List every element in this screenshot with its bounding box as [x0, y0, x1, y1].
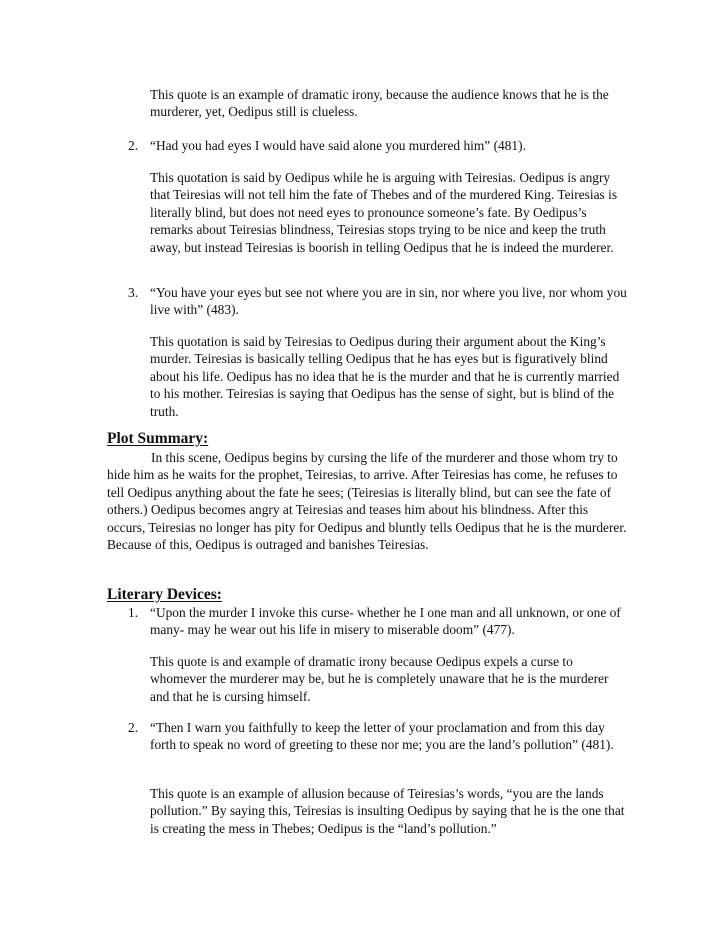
quote-2-number: 2. [128, 138, 139, 153]
quote-2-text: “Had you had eyes I would have said alone you murdered him” (481). [150, 138, 526, 153]
device-2-analysis: This quote is an example of allusion because of Teiresias’s words, “you are the lands pollution.” By saying this, Teiresias is insulting Oedipus by saying that he is the one that is creating the mess in Thebes; Oedipus is the “land’s pollution.” [150, 786, 625, 836]
plot-summary-text: In this scene, Oedipus begins by cursing the life of the murderer and those whom try to hide him as he waits for the prophet, Teiresias, to arrive. After Teiresias has come, he refuses to tell Oedipus anything about the fate he sees; (Teiresias is literally blind, but can see the fate of others.) Oedipus becomes angry at Teiresias and teases him about his blindness. After this occurs, Teiresias no longer has pity for Oedipus and bluntly tells Oedipus that he is the murderer. Because of this, Oedipus is outraged and banishes Teiresias. [107, 450, 627, 553]
literary-devices-heading: Literary Devices: [107, 586, 222, 603]
device-2-number: 2. [128, 720, 139, 735]
quote-3-text: “You have your eyes but see not where you are in sin, nor where you live, nor whom you live with” (483). [150, 285, 627, 318]
quote-2-analysis: This quotation is said by Oedipus while he is arguing with Teiresias. Oedipus is angry that Teiresias will not tell him the fate of Thebes and of the murdered King. Teiresias is literally blind, but does not need eyes to pronounce someone’s fate. By Oedipus’s remarks about Teiresias blindness, Teiresias stops trying to be nice and keep the truth away, but instead Teiresias is boorish in telling Oedipus that he is indeed the murderer. [150, 170, 618, 255]
device-1-number: 1. [128, 605, 139, 620]
plot-summary-heading: Plot Summary: [107, 430, 209, 447]
device-1-quote: “Upon the murder I invoke this curse- whether he I one man and all unknown, or one of many- may he wear out his life in misery to miserable doom” (477). [150, 605, 621, 638]
device-1-analysis: This quote is and example of dramatic irony because Oedipus expels a curse to whomever the murderer may be, but he is completely unaware that he is the murderer and that he is cursing himself. [150, 654, 609, 704]
device-2-quote: “Then I warn you faithfully to keep the letter of your proclamation and from this day forth to speak no word of greeting to these nor me; you are the land’s pollution” (481). [150, 720, 614, 753]
quote-1-analysis: This quote is an example of dramatic irony, because the audience knows that he is the murderer, yet, Oedipus still is clueless. [150, 87, 609, 120]
quote-3-number: 3. [128, 285, 139, 300]
quote-3-analysis: This quotation is said by Teiresias to Oedipus during their argument about the King’s murder. Teiresias is basically telling Oedipus that he has eyes but is figuratively blind about his life. Oedipus has no idea that he is the murder and that he is currently married to his mother. Teiresias is saying that Oedipus has the sense of sight, but is blind of the truth. [150, 334, 620, 419]
